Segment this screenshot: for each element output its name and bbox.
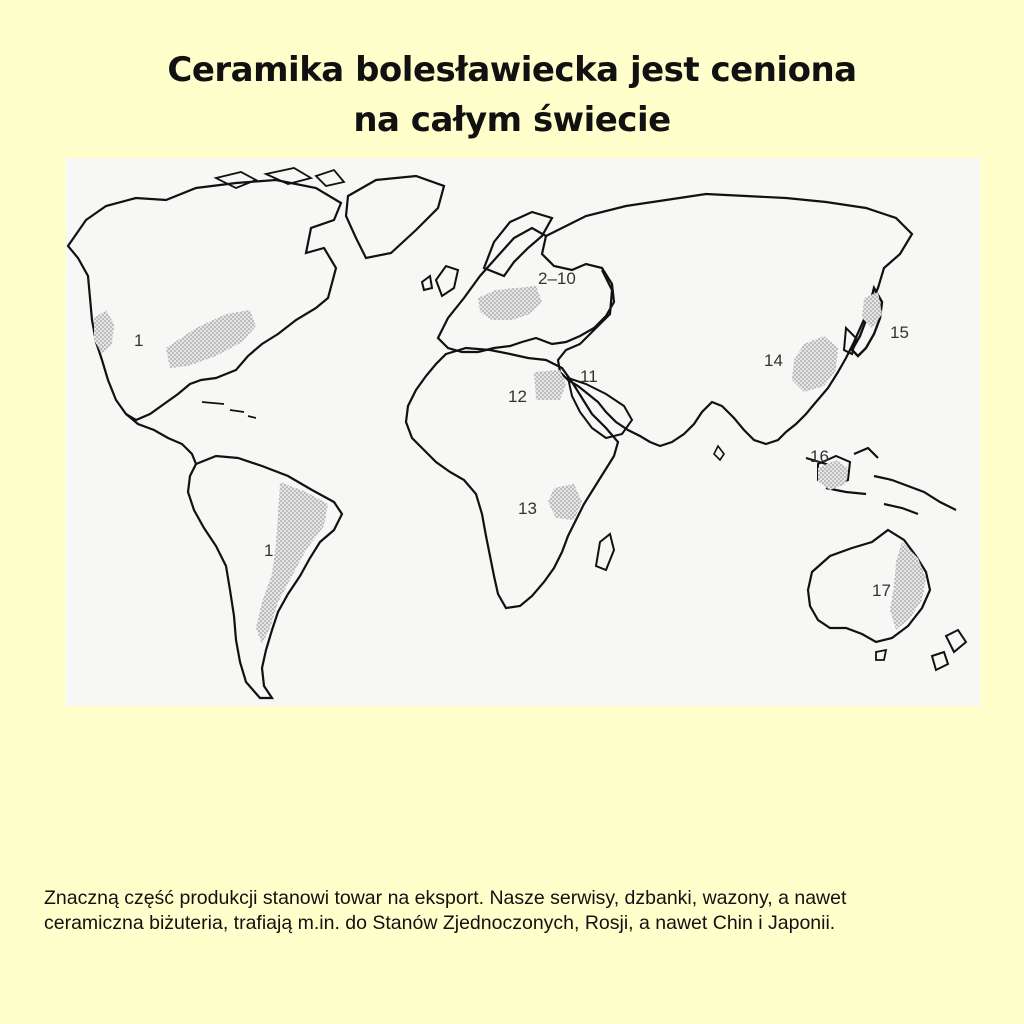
region-label-southeast-asia: 16 bbox=[810, 447, 829, 466]
new-zealand-islands bbox=[932, 630, 966, 670]
south-america-landmass bbox=[188, 456, 342, 698]
region-label-japan: 15 bbox=[890, 323, 909, 342]
madagascar-island bbox=[596, 534, 614, 570]
title-line-1: Ceramika bolesławiecka jest ceniona bbox=[167, 49, 857, 90]
caption-line-1: Znaczną część produkcji stanowi towar na eksport. Nasze serwisy, dzbanki, wazony, a nawet bbox=[44, 886, 847, 909]
region-label-south-america: 1 bbox=[264, 541, 274, 560]
arctic-islands bbox=[216, 168, 344, 188]
caribbean-islands bbox=[202, 402, 256, 418]
highlight-us-east bbox=[166, 310, 256, 368]
title-line-2: na całym świecie bbox=[353, 99, 671, 140]
highlight-australia bbox=[890, 542, 926, 630]
region-label-us-west: 1 bbox=[134, 331, 144, 350]
world-map bbox=[66, 158, 980, 706]
region-label-east-africa: 13 bbox=[518, 499, 537, 518]
caption-paragraph bbox=[44, 886, 1004, 936]
tasmania-island bbox=[876, 650, 886, 660]
sri-lanka bbox=[714, 446, 724, 460]
scandinavia-landmass bbox=[484, 212, 552, 276]
north-america-landmass bbox=[68, 180, 341, 420]
greenland-landmass bbox=[346, 176, 444, 258]
region-label-australia: 17 bbox=[872, 581, 891, 600]
region-label-middle-east: 11 bbox=[580, 367, 598, 386]
region-label-egypt: 12 bbox=[508, 387, 527, 406]
region-label-china: 14 bbox=[764, 351, 783, 370]
british-isles bbox=[422, 266, 458, 296]
highlight-east-africa bbox=[548, 484, 582, 520]
highlight-europe bbox=[478, 286, 542, 320]
region-label-europe: 2–10 bbox=[538, 269, 576, 288]
caption-line-2: ceramiczna biżuteria, trafiają m.in. do Stanów Zjednoczonych, Rosji, a nawet Chin i Japonii. bbox=[44, 911, 836, 934]
central-america-landmass bbox=[126, 414, 196, 464]
highlight-south-america bbox=[256, 482, 328, 644]
page-title bbox=[0, 45, 1024, 145]
highlight-egypt bbox=[534, 370, 566, 400]
world-map-svg bbox=[66, 158, 980, 706]
